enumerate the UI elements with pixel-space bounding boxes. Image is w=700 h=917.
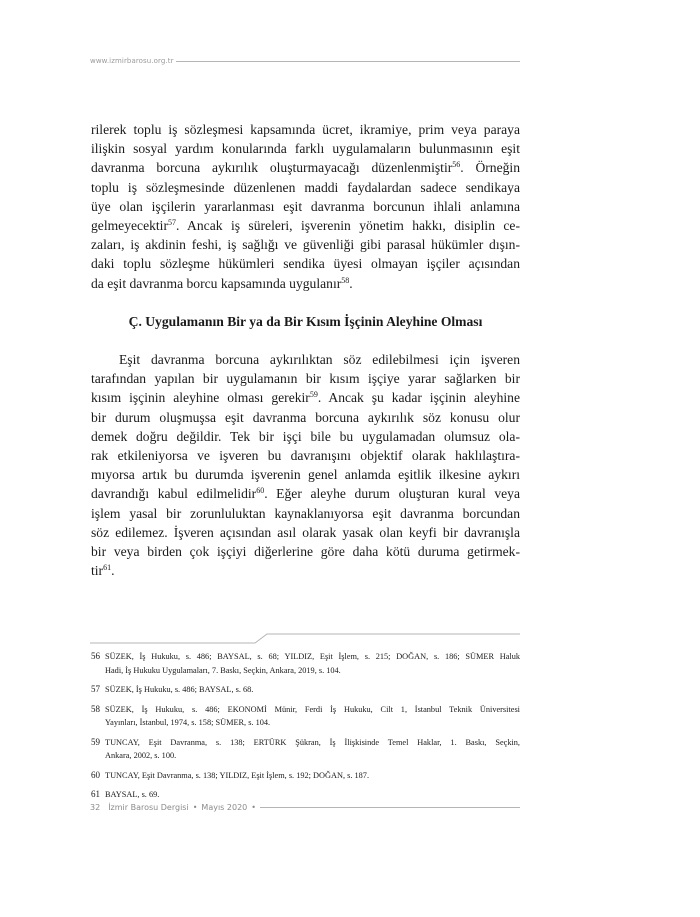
footnote-58 xyxy=(91,703,520,730)
footer-separator: • xyxy=(192,802,198,812)
footnote-60 xyxy=(91,769,520,783)
text-fragment: . Örneğin xyxy=(460,160,521,176)
text-line: tarafından yapılan bir uygulamanın bir kısım işçiye yarar sağlarken bir xyxy=(91,371,520,387)
footnote-line: BAYSAL, s. 69. xyxy=(105,790,160,799)
text-line xyxy=(91,388,520,407)
footnote-number: 57 xyxy=(91,684,100,694)
footnote-line: TUNCAY, Eşit Davranma, s. 138; ERTÜRK Şükran, İş İlişkisinde Temel Haklar, 1. Baskı, Seçkin, xyxy=(105,737,520,747)
footnote-line: Hadi, İş Hukuku Uygulamaları, 7. Baskı, Seçkin, Ankara, 2019, s. 104. xyxy=(105,665,341,675)
footer-end-mark: • xyxy=(251,802,256,812)
footnote-text xyxy=(105,703,520,730)
footnote-ref-57[interactable]: 57 xyxy=(168,218,176,228)
text-fragment: da eşit davranma borcu kapsamında uygulanır xyxy=(91,275,342,291)
footnote-line: SÜZEK, İş Hukuku, s. 486; BAYSAL, s. 68. xyxy=(105,685,254,694)
text-line xyxy=(91,274,520,293)
text-line: ilişkin sosyal yardım konularında farklı uygulamaların bulunmasının eşit xyxy=(91,141,520,157)
header-url[interactable]: www.izmirbarosu.org.tr xyxy=(90,57,174,65)
footnote-number: 56 xyxy=(91,651,100,661)
text-fragment: davrandığı kabul edilmelidir xyxy=(91,486,257,502)
footnote-number: 61 xyxy=(91,789,100,799)
text-fragment: . Eğer aleyhe durum oluşturan kural veya xyxy=(264,486,520,502)
text-line: toplu iş sözleşmesinde düzenlenen maddi faydalardan sadece sendikaya xyxy=(91,179,520,195)
text-line: mıyorsa artık bu durumda işverenin genel anlamda eşitlik ilkesine aykırı xyxy=(91,467,520,483)
text-fragment: davranma borcuna aykırılık oluşturmayacağı düzenlenmiştir xyxy=(91,160,453,176)
text-line: rak etkileniyorsa ve işveren bu davranışını objektif olarak haklılaştıra- xyxy=(91,448,520,464)
footnote-number: 59 xyxy=(91,736,100,747)
section-heading: Ç. Uygulamanın Bir ya da Bir Kısım İşçinin Aleyhine Olması xyxy=(128,314,483,329)
footnote-ref-59[interactable]: 59 xyxy=(309,390,318,400)
footnote-line: Ankara, 2002, s. 100. xyxy=(105,751,177,760)
text-fragment: tir xyxy=(91,563,104,579)
text-line: zaları, iş akdinin feshi, iş sağlığı ve güvenliği gibi parasal hükümler dışın- xyxy=(91,237,520,253)
footnote-text xyxy=(105,788,520,802)
issue-date: Mayıs 2020 xyxy=(201,802,248,812)
journal-title: İzmir Barosu Dergisi xyxy=(108,802,189,812)
text-line xyxy=(91,158,520,177)
footnote-number: 58 xyxy=(91,703,100,714)
footnotes xyxy=(91,650,520,808)
text-line: daki toplu sözleşme hükümleri sendika üyesi olmayan işçiler açısından xyxy=(91,256,520,272)
text-line: işlem yasal bir zorunluluktan kaynaklanıyorsa eşit davranma borcundan xyxy=(91,505,520,521)
text-fragment: . Ancak şu kadar işçinin aleyhine xyxy=(317,390,520,406)
footnote-line: TUNCAY, Eşit Davranma, s. 138; YILDIZ, Eşit İşlem, s. 192; DOĞAN, s. 187. xyxy=(105,770,370,780)
text-line: Eşit davranma borcuna aykırılıktan söz edilebilmesi için işveren xyxy=(119,352,520,367)
text-line: demek doğru değildir. Tek bir işçi bile bu uygulamadan olumsuz ola- xyxy=(91,428,520,444)
body-paragraph-2 xyxy=(91,350,520,580)
text-fragment: gelmeyecektir xyxy=(91,218,168,234)
footnote-ref-56[interactable]: 56 xyxy=(452,160,461,170)
text-line xyxy=(91,484,520,503)
text-fragment: kısım işçinin aleyhine olması gerekir xyxy=(91,390,310,406)
footnote-number: 60 xyxy=(91,769,100,780)
footnote-line: SÜZEK, İş Hukuku, s. 486; BAYSAL, s. 68; YILDIZ, Eşit İşlem, s. 215; DOĞAN, s. 186; SÜMER Haluk xyxy=(105,652,520,661)
text-line xyxy=(91,216,520,235)
body-paragraph-1 xyxy=(91,120,520,293)
footnote-ref-61[interactable]: 61 xyxy=(103,563,112,573)
footnote-separator xyxy=(90,633,520,645)
page-footer xyxy=(90,801,520,813)
footnote-text xyxy=(105,736,520,763)
footnote-text xyxy=(105,769,520,783)
text-fragment: . xyxy=(349,275,353,291)
header-rule xyxy=(176,61,520,62)
footnote-57 xyxy=(91,683,520,697)
footnote-61 xyxy=(91,788,520,802)
text-line: bir veya birden çok işçiyi diğerlerine göre daha kötü duruma getirmek- xyxy=(91,544,520,560)
footnote-56 xyxy=(91,650,520,677)
footnote-ref-60[interactable]: 60 xyxy=(256,486,265,496)
page-header xyxy=(90,54,520,68)
text-fragment: . Ancak iş süreleri, işverenin yönetim hakkı, disiplin ce- xyxy=(176,218,520,234)
footnote-ref-58[interactable]: 58 xyxy=(341,275,350,285)
page-number: 32 xyxy=(90,802,101,812)
footnote-text xyxy=(105,650,520,677)
footnote-59 xyxy=(91,736,520,763)
text-line: üye olan işçilerin yararlanması eşit davranma borcunun ihlali anlamına xyxy=(91,198,520,214)
text-line xyxy=(91,561,520,580)
text-line: söz edilemez. İşveren açısından asıl olarak yasak olan keyfi bir davranışla xyxy=(91,524,520,540)
text-line: bir durum oluşmuşsa eşit davranma borcuna aykırılık söz konusu olur xyxy=(91,409,520,425)
footer-rule xyxy=(260,807,520,808)
footnote-line: SÜZEK, İş Hukuku, s. 486; EKONOMİ Münir, Ferdi İş Hukuku, Cilt 1, İstanbul Teknik Üniversitesi xyxy=(105,704,520,714)
text-line: rilerek toplu iş sözleşmesi kapsamında ücret, ikramiye, prim veya paraya xyxy=(91,122,520,137)
footnote-line: Yayınları, İstanbul, 1974, s. 158; SÜMER, s. 104. xyxy=(105,718,271,727)
text-fragment: . xyxy=(111,563,115,579)
footnote-text xyxy=(105,683,520,697)
